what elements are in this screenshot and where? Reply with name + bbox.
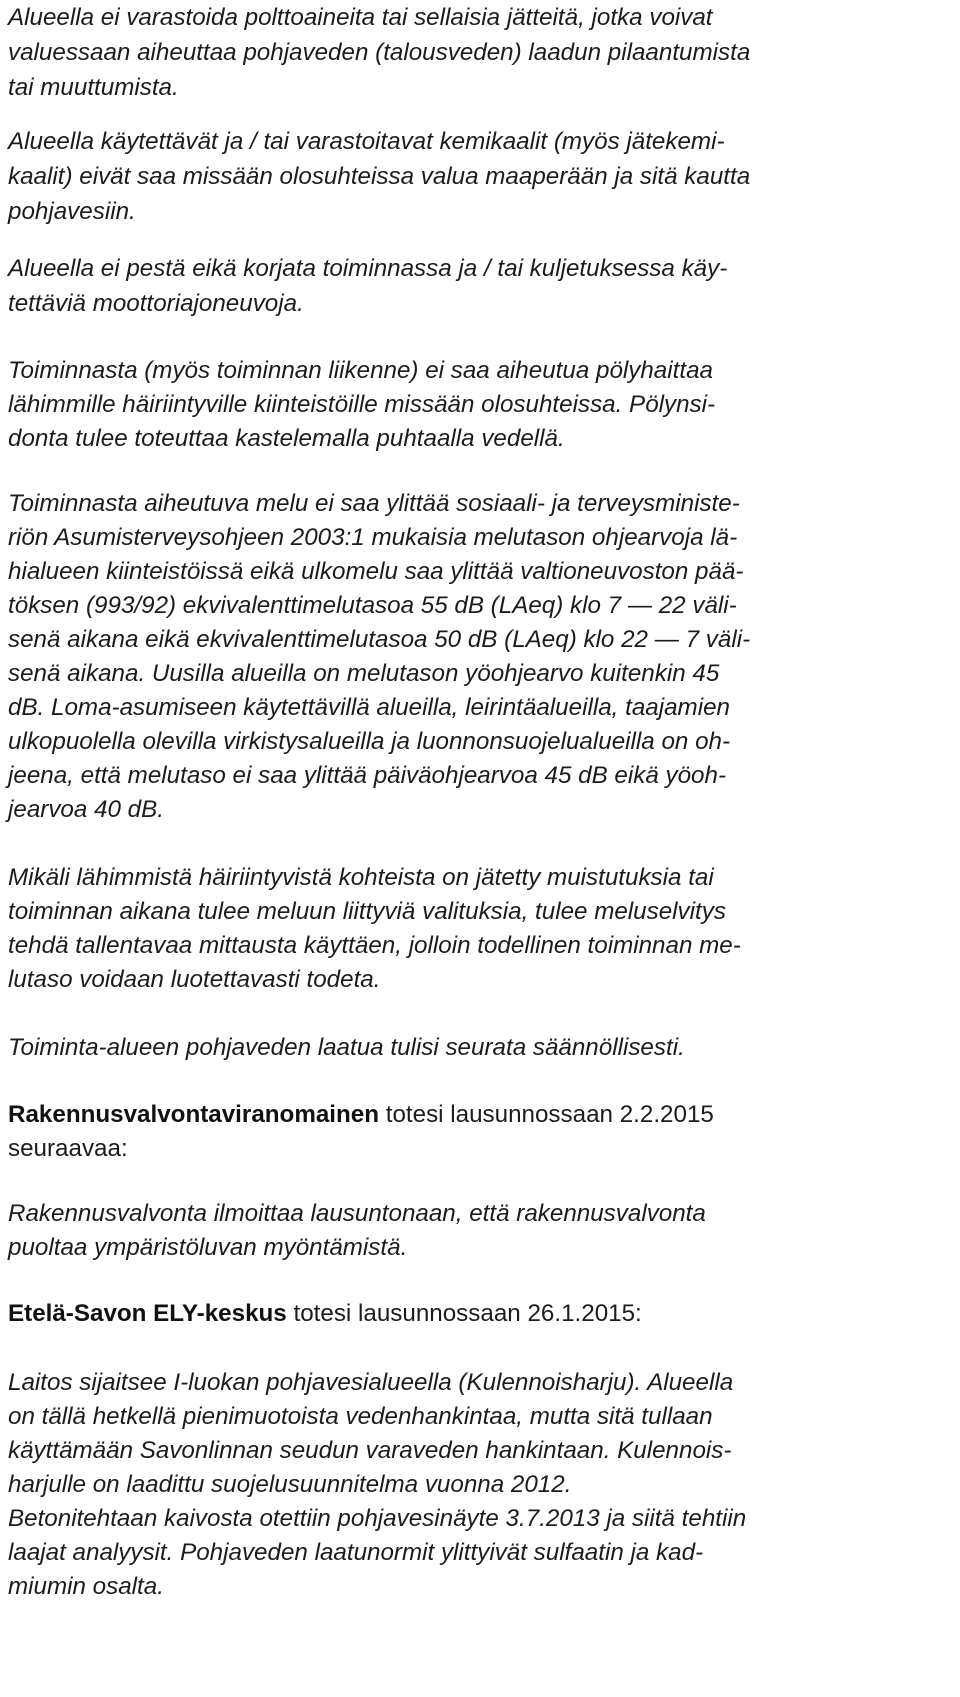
text-line: Toiminnasta (myös toiminnan liikenne) ei saa aiheutua pölyhaittaa (8, 357, 713, 384)
text-line: toiminnan aikana tulee meluun liittyviä valituksia, tulee meluselvitys (8, 898, 726, 925)
text-line: Toiminnasta aiheutuva melu ei saa ylittää sosiaali- ja terveysministe- (8, 490, 740, 517)
text-line: Alueella ei pestä eikä korjata toiminnassa ja / tai kuljetuksessa käy- (8, 255, 728, 282)
text-line: riön Asumisterveysohjeen 2003:1 mukaisia melutason ohjearvoja lä- (8, 524, 738, 551)
text-line (8, 1133, 128, 1165)
text-line (8, 1298, 642, 1330)
text-line: pohjavesiin. (8, 198, 136, 225)
text-line: Alueella ei varastoida polttoaineita tai sellaisia jätteitä, jotka voivat (8, 4, 713, 31)
text-line: senä aikana eikä ekvivalenttimelutasoa 50 dB (LAeq) klo 22 — 7 väli- (8, 626, 751, 653)
text-line: Mikäli lähimmistä häiriintyvistä kohteista on jätetty muistutuksia tai (8, 864, 714, 891)
text-line: Rakennusvalvonta ilmoittaa lausuntonaan, että rakennusvalvonta (8, 1200, 706, 1227)
text-line: ulkopuolella olevilla virkistysalueilla ja luonnonsuojelualueilla on oh- (8, 728, 731, 755)
text-line: jeena, että melutaso ei saa ylittää päiväohjearvoa 45 dB eikä yöoh- (8, 762, 727, 789)
text-line: tai muuttumista. (8, 74, 179, 101)
statement-text: totesi lausunnossaan 26.1.2015: (286, 1300, 642, 1327)
text-line: valuessaan aiheuttaa pohjaveden (talousveden) laadun pilaantumista (8, 39, 751, 66)
text-line (8, 1099, 714, 1131)
text-line: puoltaa ympäristöluvan myöntämistä. (8, 1234, 408, 1261)
text-line: lutaso voidaan luotettavasti todeta. (8, 966, 381, 993)
text-line: tehdä tallentavaa mittausta käyttäen, jolloin todellinen toiminnan me- (8, 932, 741, 959)
text-line: Laitos sijaitsee I-luokan pohjavesialueella (Kulennoisharju). Alueella (8, 1369, 734, 1396)
text-line: miumin osalta. (8, 1573, 164, 1600)
text-line: Toiminta-alueen pohjaveden laatua tulisi seurata säännöllisesti. (8, 1034, 685, 1061)
text-line: lähimmille häiriintyville kiinteistöille missään olosuhteissa. Pölynsi- (8, 391, 716, 418)
text-line: jearvoa 40 dB. (8, 796, 164, 823)
text-line: Alueella käytettävät ja / tai varastoitavat kemikaalit (myös jätekemi- (8, 128, 725, 155)
statement-text: totesi lausunnossaan 2.2.2015 (379, 1101, 714, 1128)
text-line: töksen (993/92) ekvivalenttimelutasoa 55 dB (LAeq) klo 7 — 22 väli- (8, 592, 737, 619)
text-line: harjulle on laadittu suojelusuunnitelma vuonna 2012. (8, 1471, 572, 1498)
text-line: Betonitehtaan kaivosta otettiin pohjavesinäyte 3.7.2013 ja siitä tehtiin (8, 1505, 747, 1532)
text-line: donta tulee toteuttaa kastelemalla puhtaalla vedellä. (8, 425, 565, 452)
text-line: tettäviä moottoriajoneuvoja. (8, 290, 304, 317)
text-line: dB. Loma-asumiseen käytettävillä alueilla, leirintäalueilla, taajamien (8, 694, 730, 721)
text-line: senä aikana. Uusilla alueilla on melutason yöohjearvo kuitenkin 45 (8, 660, 720, 687)
text-line: käyttämään Savonlinnan seudun varaveden hankintaan. Kulennois- (8, 1437, 732, 1464)
statement-text: seuraavaa: (8, 1135, 128, 1162)
text-line: hialueen kiinteistöissä eikä ulkomelu saa ylittää valtioneuvoston pää- (8, 558, 744, 585)
authority-name: Etelä-Savon ELY-keskus (8, 1300, 287, 1327)
authority-name: Rakennusvalvontaviranomainen (8, 1101, 379, 1128)
text-line: laajat analyysit. Pohjaveden laatunormit ylittyivät sulfaatin ja kad- (8, 1539, 704, 1566)
text-line: on tällä hetkellä pienimuotoista vedenhankintaa, mutta sitä tullaan (8, 1403, 713, 1430)
text-line: kaalit) eivät saa missään olosuhteissa valua maaperään ja sitä kautta (8, 163, 751, 190)
